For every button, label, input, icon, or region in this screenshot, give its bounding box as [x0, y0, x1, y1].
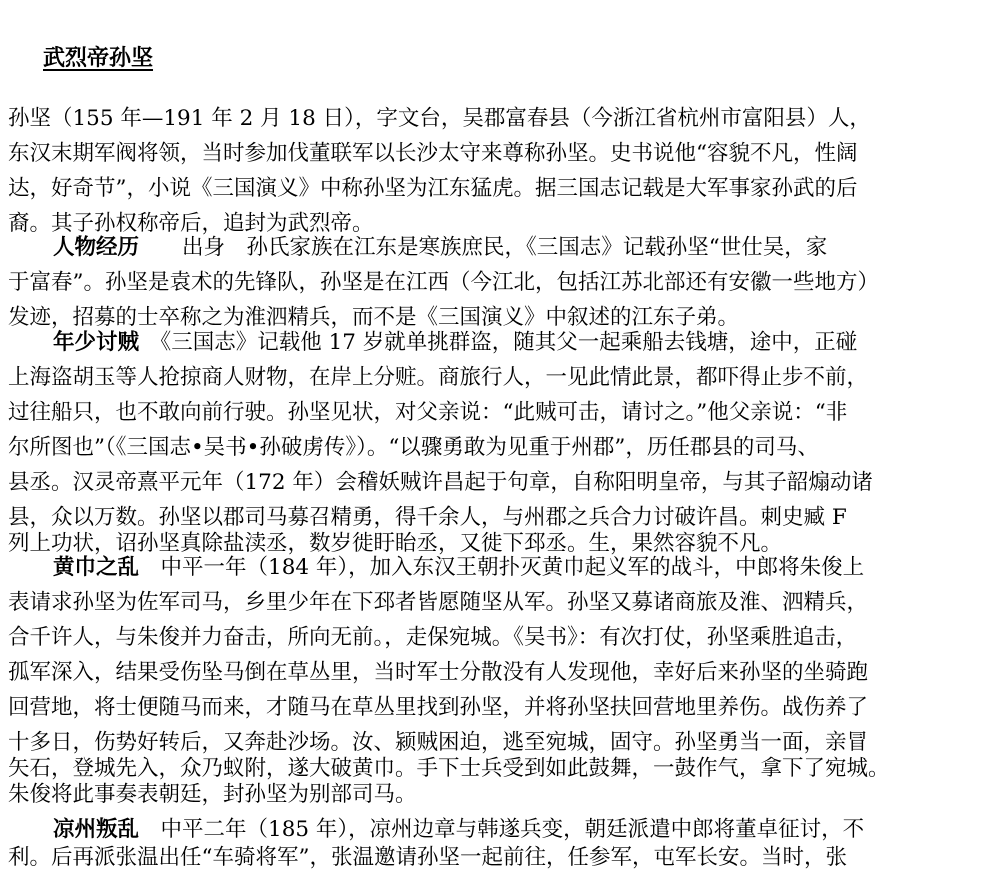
text-line: 裔。其子孙权称帝后，追封为武烈帝。 — [8, 211, 374, 236]
text-line: 孙坚（155 年—191 年 2 月 18 日），字文台，吴郡富春县（今浙江省杭州市富阳县）人， — [8, 106, 871, 131]
text-line: 孤军深入，结果受伤坠马倒在草丛里，当时军士分散没有人发现他，幸好后来孙坚的坐骑跑 — [8, 660, 869, 685]
text-line: 上海盗胡玉等人抢掠商人财物，在岸上分赃。商旅行人，一见此情此景，都吓得止步不前， — [8, 365, 869, 390]
text-line: 矢石，登城先入，众乃蚁附，遂大破黄巾。手下士兵受到如此鼓舞，一鼓作气，拿下了宛城。 — [8, 756, 890, 781]
text-line: 发迹，招募的士卒称之为淮泗精兵，而不是《三国演义》中叙述的江东子弟。 — [8, 305, 740, 330]
section-line: 黄巾之乱 中平一年（184 年），加入东汉王朝扑灭黄巾起义军的战斗，中郎将朱俊上 — [53, 555, 865, 580]
section-line: 年少讨贼 《三国志》记载他 17 岁就单挑群盗，随其父一起乘船去钱塘，途中，正碰 — [53, 330, 858, 355]
text-line: 县，众以万数。孙坚以郡司马募召精勇，得千余人，与州郡之兵合力讨破许昌。刺史臧 F — [8, 505, 847, 530]
document-title: 武烈帝孙坚 — [43, 46, 154, 71]
text-line: 利。后再派张温出任“车骑将军”，张温邀请孙坚一起前往，任参军，屯军长安。当时，张 — [8, 845, 847, 870]
text-line: 列上功状，诏孙坚真除盐渎丞，数岁徙盱眙丞，又徙下邳丞。生，果然容貌不凡。 — [8, 531, 783, 556]
section-line: 人物经历 出身 孙氏家族在江东是寒族庶民，《三国志》记载孙坚“世仕吴，家 — [53, 235, 828, 260]
text-line: 达，好奇节”，小说《三国演义》中称孙坚为江东猛虎。据三国志记载是大军事家孙武的后 — [8, 176, 858, 201]
section-heading: 凉州叛乱 — [53, 817, 140, 842]
text-line: 过往船只，也不敢向前行驶。孙坚见状，对父亲说：“此贼可击，请讨之。”他父亲说：“非 — [8, 400, 848, 425]
text-line: 回营地，将士便随马而来，才随马在草丛里找到孙坚，并将孙坚扶回营地里养伤。战伤养了 — [8, 695, 869, 720]
section-heading: 人物经历 — [53, 235, 140, 260]
text-line: 表请求孙坚为佐军司马，乡里少年在下邳者皆愿随坚从军。孙坚又募诸商旅及淮、泗精兵， — [8, 590, 869, 615]
text-line: 合千许人，与朱俊并力奋击，所向无前。，走保宛城。《吴书》：有次打仗，孙坚乘胜追击， — [8, 625, 858, 650]
text-line: 东汉末期军阀将领，当时参加伐董联军以长沙太守来尊称孙坚。史书说他“容貌不凡，性阔 — [8, 141, 858, 166]
text-line: 县丞。汉灵帝熹平元年（172 年）会稽妖贼许昌起于句章，自称阳明皇帝，与其子韶煽动诸 — [8, 470, 873, 495]
section-line: 凉州叛乱 中平二年（185 年），凉州边章与韩遂兵变，朝廷派遣中郎将董卓征讨，不 — [53, 817, 865, 842]
text-line: 于富春”。孙坚是袁术的先锋队，孙坚是在江西（今江北，包括江苏北部还有安徽一些地方） — [8, 270, 879, 295]
section-heading: 年少讨贼 — [53, 330, 140, 355]
text-line: 朱俊将此事奏表朝廷，封孙坚为别部司马。 — [8, 782, 417, 807]
section-heading: 黄巾之乱 — [53, 555, 140, 580]
text-line: 十多日，伤势好转后，又奔赴沙场。汝、颍贼困迫，逃至宛城，固守。孙坚勇当一面，亲冒 — [8, 730, 869, 755]
text-line: 尔所图也”（《三国志•吴书•孙破虏传》）。“以骤勇敢为见重于州郡”，历任郡县的司马、 — [8, 435, 819, 460]
